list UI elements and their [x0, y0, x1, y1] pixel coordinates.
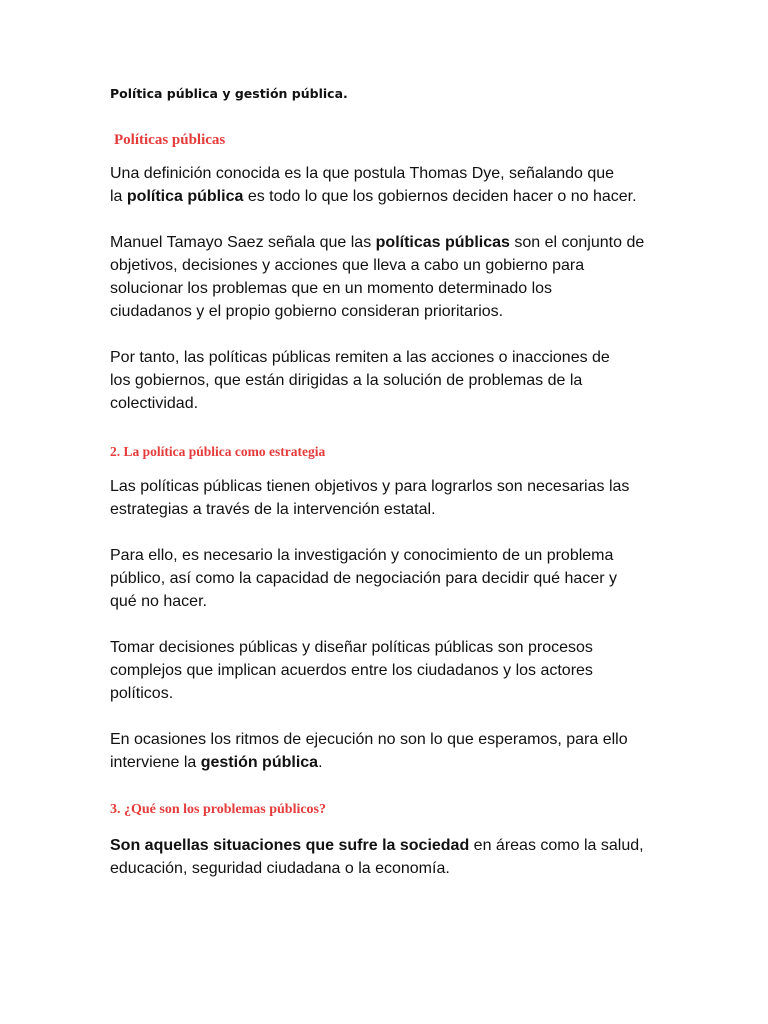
text-line: complejos que implican acuerdos entre los ciudadanos y los actores — [110, 662, 593, 679]
bold-term: políticas públicas — [375, 234, 510, 251]
text-line — [110, 185, 670, 208]
document-title: Política pública y gestión pública. — [110, 86, 348, 101]
text-line: Tomar decisiones públicas y diseñar políticas públicas son procesos — [110, 639, 593, 656]
bold-term: política pública — [126, 188, 244, 205]
text-line: ciudadanos y el propio gobierno consideran prioritarios. — [110, 303, 504, 320]
text-line: Para ello, es necesario la investigación y conocimiento de un problema — [110, 547, 614, 564]
text-line — [110, 231, 670, 254]
text-segment: interviene la — [110, 754, 201, 771]
text-line: Las políticas públicas tienen objetivos y para lograrlos son necesarias las — [110, 478, 630, 495]
paragraph-gestion — [110, 728, 670, 774]
text-line: educación, seguridad ciudadana o la economía. — [110, 860, 450, 877]
text-segment: Manuel Tamayo Saez señala que las — [110, 234, 376, 251]
text-segment: son el conjunto de — [509, 234, 645, 251]
paragraph-tamayo-saez — [110, 231, 670, 323]
paragraph-investigacion — [110, 544, 670, 613]
text-segment: . — [318, 754, 323, 771]
text-line: En ocasiones los ritmos de ejecución no son lo que esperamos, para ello — [110, 731, 628, 748]
text-line — [110, 751, 670, 774]
bold-term: Son aquellas situaciones que sufre la sociedad — [110, 837, 470, 854]
text-line: objetivos, decisiones y acciones que lleva a cabo un gobierno para — [110, 257, 585, 274]
section-heading-politicas-publicas: Políticas públicas — [114, 132, 226, 148]
text-segment: la — [110, 188, 127, 205]
paragraph-decisiones — [110, 636, 670, 705]
text-segment: es todo lo que los gobiernos deciden hacer o no hacer. — [243, 188, 637, 205]
text-segment: en áreas como la salud, — [469, 837, 644, 854]
text-line: qué no hacer. — [110, 593, 207, 610]
text-line — [110, 834, 670, 857]
text-line: Una definición conocida es la que postula Thomas Dye, señalando que — [110, 165, 615, 182]
text-line: colectividad. — [110, 395, 199, 412]
text-line: solucionar los problemas que en un momento determinado los — [110, 280, 553, 297]
text-line: público, así como la capacidad de negociación para decidir qué hacer y — [110, 570, 617, 587]
text-line: políticos. — [110, 685, 174, 702]
paragraph-objetivos — [110, 475, 670, 521]
paragraph-por-tanto — [110, 346, 670, 415]
section-heading-problemas-publicos: 3. ¿Qué son los problemas públicos? — [110, 802, 327, 817]
text-line: los gobiernos, que están dirigidas a la solución de problemas de la — [110, 372, 583, 389]
text-line: estrategias a través de la intervención estatal. — [110, 501, 436, 518]
paragraph-situaciones — [110, 834, 670, 880]
text-line: Por tanto, las políticas públicas remiten a las acciones o inacciones de — [110, 349, 610, 366]
bold-term: gestión pública — [200, 754, 319, 771]
section-heading-estrategia: 2. La política pública como estrategia — [110, 444, 326, 459]
paragraph-definicion-dye — [110, 162, 670, 208]
